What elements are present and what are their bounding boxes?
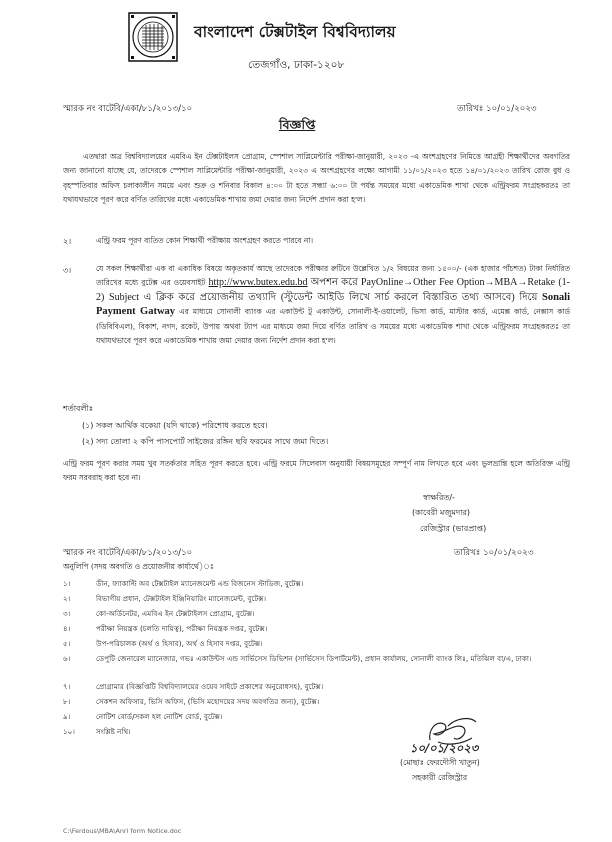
notice-title: বিজ্ঞপ্তি — [279, 117, 316, 132]
cc-item-2-number: ২। — [63, 594, 71, 603]
cc-item-9-number: ৯। — [63, 712, 71, 721]
university-name: বাংলাদেশ টেক্সটাইল বিশ্ববিদ্যালয় — [194, 23, 396, 41]
file-path-footer: C:\Ferdous\MBA\Anri form Notice.doc — [63, 827, 182, 835]
university-logo — [128, 12, 178, 62]
conditions-heading: শর্তাবলীঃ — [63, 404, 94, 413]
cc-item-5-text: উপ-পরিচালক (অর্থ ও হিসাব), অর্থ ও হিসাব দপ্তর, বুটেক্স। — [96, 639, 263, 648]
handwritten-date: ১০/০১/২০২৩ — [410, 741, 479, 755]
cc-item-9-text: নোটিশ বোর্ড/সকল হল নোটিশ বোর্ড, বুটেক্স। — [96, 712, 223, 721]
memo-number: স্মারক নং বাটেবি/একা/৮১/২০১৩/১০ — [63, 104, 193, 114]
condition-1: (১) সকল আর্থিক বকেয়া (যদি থাকে) পরিশোধ করতে হবে। — [82, 421, 268, 430]
intro-paragraph: এতদ্বারা অত্র বিশ্ববিদ্যালয়ের এমবিএ ইন টেক্সটাইলস প্রোগ্রাম, স্পেশাল সাপ্লিমেন্টারি পরীক্ষা-জানুয়ারী, ২০২৩ -এ অংশগ্রহণের নিমিত্তে আগ্রহী শিক্ষার্থীদের অবগতির জন্য জানানো যাচ্ছে যে, তাদেরকে স্পেশাল সাপ্লিমেন্টারি পরীক্ষা-জানুয়ারী, ২০২৩ এ অংশগ্রহণের লক্ষ্যে আগামী ১১/০১/২০২৩ হতে ১৪/০১/২০২৩ তারিখ রোজ বুধ ও বৃহস্পতিবার অফিস চলাকালীন সময়ে এবং শুক্র ও শনিবার বিকাল ৪:০০ টা হতে সন্ধ্যা ৬:০০ টা পর্যন্ত সময়ের মধ্যে একাডেমিক শাখা থেকে এন্ট্রিফরম সংগ্রহকরতঃ তা যথাযথভাবে পূরণ করে বর্ণিত তারিখের মধ্যে একাডেমিক শাখায় জমা দেয়ার জন্য নির্দেশ প্রদান করা হ'ল। — [63, 152, 570, 205]
assistant-registrar-title: সহকারী রেজিস্ট্রার — [412, 773, 468, 782]
memo-date: তারিখঃ ১০/০১/২০২৩ — [457, 104, 537, 114]
cc-item-8-text: সেকশন অফিসার, ভিসি অফিস, (ভিসি মহোদয়ের সদয় অবগতির জন্য), বুটেক্স। — [96, 697, 320, 706]
warning-paragraph: এন্ট্রি ফরম পূরণ করার সময় খুব সতর্কতার সহিত পূরণ করতে হবে। এন্ট্রি ফরমে সিলেবাস অনুযায়ী বিষয়সমূহের সম্পূর্ণ নাম লিখতে হবে এবং ভুলভ্রান্তি হলে অতিরিক্ত এন্ট্রি ফরম সরবরাহ করা হবে না। — [63, 459, 570, 483]
university-address: তেজগাঁও, ঢাকা-১২০৮ — [248, 59, 345, 71]
item-3-text-c: এর মাধ্যমে সোনালী ব্যাংক এর একাউন্ট টু একাউন্ট, সোনালী-ই-ওয়ালেট, ভিসা কার্ড, মাস্টার কার্ড, এমেক্স কার্ড, নেক্সাস কার্ড (ডিবিবিএল), বিকাশ, নগদ, রকেট, উপায় অথবা ট্যাপ এর মাধ্যমে জমা দিয়ে বর্ণিত তারিখ ও সময়ের মধ্যে একাডেমিক শাখা থেকে এন্ট্রিফরম সংগ্রহকরতঃ তা যথাযথভাবে পূরণ করে একাডেমিক শাখায় জমা দেয়ার জন্য নির্দেশ প্রদান করা হ'ল। — [96, 307, 570, 346]
condition-2: (২) সদ্য তোলা ২ কপি পাসপোর্ট সাইজের রঙ্গিন ছবি ফরমের সাথে জমা দিতে। — [82, 437, 329, 446]
cc-item-1-number: ১। — [63, 579, 71, 588]
item-3-text-a: যে সকল শিক্ষার্থীরা এক বা একাধিক বিষয়ে অকৃতকার্য আছে তাদেরকে পরীক্ষার রুটিনে উল্লেখিত ১/২ বিষয়ের জন্য ১৫০০/- (এক হাজার পাঁচশত) টাকা নির্ধারিত তারিখের মধ্যে বুটেক্স এর ওয়েবসাইট — [96, 264, 570, 288]
item-3-text — [96, 262, 570, 348]
item-2-number: ২। — [63, 237, 72, 246]
cc-item-7-number: ৭। — [63, 682, 71, 691]
cc-item-4-number: ৪। — [63, 624, 71, 633]
cc-item-7-text: প্রোগ্রামার (বিজ্ঞপ্তিটি বিশ্ববিদ্যালয়ের ওয়েব সাইটে প্রকাশের অনুরোধসহ), বুটেক্স। — [96, 682, 324, 691]
butex-website-link[interactable]: http://www.butex.edu.bd — [208, 277, 308, 289]
memo-date-bottom: তারিখঃ ১০/০১/২০২৩ — [454, 548, 534, 558]
item-3-number: ৩। — [63, 266, 72, 275]
payment-gateway-name: Sonali Payment Gatway — [96, 291, 570, 318]
registrar-title: রেজিস্ট্রার (ভারপ্রাপ্ত) — [420, 524, 487, 533]
cc-item-1-text: ডীন, ফ্যাকাল্টি অব টেক্সটাইল ম্যানেজমেন্ট এন্ড বিজনেস স্টাডিজ, বুটেক্স। — [96, 579, 304, 588]
cc-item-10-number: ১০। — [63, 727, 75, 736]
item-3-text-b: অপশন করে PayOnline→Other Fee Option→MBA→Retake (1-2) Subject এ ক্লিক করে প্রয়োজনীয় তথ্যাদি (স্টুডেন্ট আইডি লিখে সার্চ করলে বিস্তারিত তথ্য আসবে) দিয়ে — [96, 277, 570, 303]
cc-item-4-text: পরীক্ষা নিয়ন্ত্রক (চলতি দায়িত্ব), পরীক্ষা নিয়ন্ত্রক দপ্তর, বুটেক্স। — [96, 624, 268, 633]
registrar-name: (কাবেরী মজুমদার) — [412, 508, 471, 517]
cc-item-10-text: সংশ্লিষ্ট নথি। — [96, 727, 131, 736]
assistant-registrar-name: (মোছাঃ ফেরদৌসী খাতুন) — [400, 758, 480, 767]
cc-heading: অনুলিপি (সদয় অবগতি ও প্রয়োজনীয় কার্যার্থে)ঃ — [63, 562, 214, 571]
cc-item-5-number: ৫। — [63, 639, 71, 648]
memo-number-bottom: স্মারক নং বাটেবি/একা/৮১/২০১৩/১০ — [63, 548, 193, 558]
cc-item-6-number: ৬। — [63, 654, 71, 663]
cc-item-8-number: ৮। — [63, 697, 71, 706]
cc-item-3-number: ৩। — [63, 609, 71, 618]
cc-item-3-text: কো-অর্ডিনেটর, এমবিএ ইন টেক্সটাইলস প্রোগ্রাম, বুটেক্স। — [96, 609, 255, 618]
cc-item-6-text: ডেপুটি জেনারেল ম্যানেজার, গভঃ একাউন্টস এন্ড সার্ভিসেস ডিভিশন (সার্ভিসেস ডিপার্টমেন্ট), প্রধান কার্যালয়, সোনালী ব্যাংক লিঃ, মতিঝিল বা/এ, ঢাকা। — [96, 654, 532, 663]
item-2-text: এন্ট্রি ফরম পূরণ ব্যতিত কোন শিক্ষার্থী পরীক্ষায় অংশগ্রহণ করতে পারবে না। — [96, 236, 314, 245]
cc-item-2-text: বিভাগীয় প্রধান, টেক্সটাইল ইঞ্জিনিয়ারিং ম্যানেজমেন্ট, বুটেক্স। — [96, 594, 267, 603]
signed-label: স্বাক্ষরিত/- — [423, 493, 455, 502]
